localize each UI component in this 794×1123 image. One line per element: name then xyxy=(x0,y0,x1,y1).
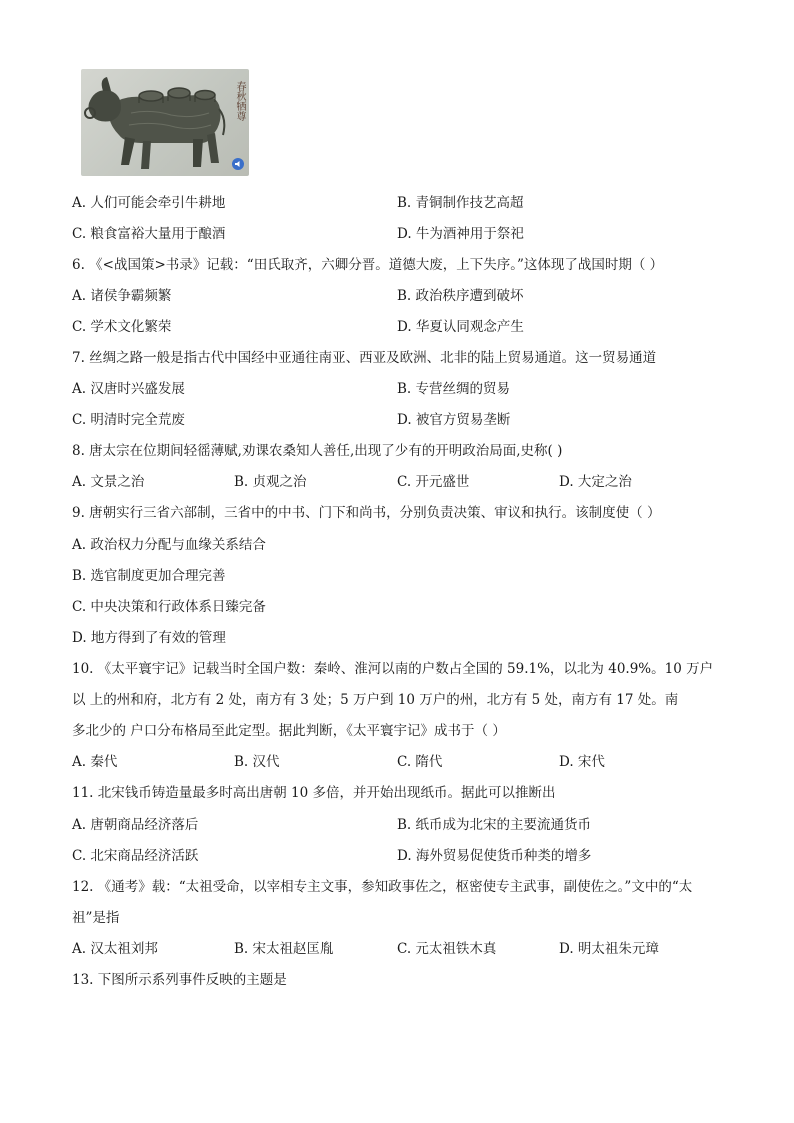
q9-option-b: B. 选官制度更加合理完善 xyxy=(72,568,226,584)
q5-option-a: A. 人们可能会牵引牛耕地 xyxy=(72,195,226,211)
q5-option-b: B. 青铜制作技艺高超 xyxy=(397,195,524,211)
q10-stem-line-1: 10. 《太平寰宇记》记载当时全国户数：秦岭、淮河以南的户数占全国的 59.1%，以北为 40.9%。10 万户 xyxy=(72,661,714,677)
q12-option-b: B. 宋太祖赵匡胤 xyxy=(234,941,334,957)
q8-option-c: C. 开元盛世 xyxy=(397,474,470,490)
q6-stem: 6. 《<战国策>书录》记载：“田氏取齐，六卿分晋。道德大废，上下失序。”这体现了战国时期（ ） xyxy=(72,257,664,273)
speaker-icon xyxy=(232,158,244,170)
q9-option-a: A. 政治权力分配与血缘关系结合 xyxy=(72,537,266,553)
q13-stem: 13. 下图所示系列事件反映的主题是 xyxy=(72,972,287,988)
q7-stem: 7. 丝绸之路一般是指古代中国经中亚通往南亚、西亚及欧洲、北非的陆上贸易通道。这一贸易通道 xyxy=(72,350,657,366)
q10-stem-line-3: 多北少的 户口分布格局至此定型。据此判断，《太平寰宇记》成书于（ ） xyxy=(72,723,506,739)
q7-option-c: C. 明清时完全荒废 xyxy=(72,412,185,428)
q8-option-a: A. 文景之治 xyxy=(72,474,145,490)
q10-option-d: D. 宋代 xyxy=(559,754,605,770)
q6-option-a: A. 诸侯争霸频繁 xyxy=(72,288,172,304)
bronze-ox-vessel-image xyxy=(81,69,249,176)
q10-option-c: C. 隋代 xyxy=(397,754,443,770)
q8-option-d: D. 大定之治 xyxy=(559,474,632,490)
q9-stem: 9. 唐朝实行三省六部制，三省中的中书、门下和尚书，分别负责决策、审议和执行。该制度使（ ） xyxy=(72,505,661,521)
q12-option-a: A. 汉太祖刘邦 xyxy=(72,941,158,957)
q12-stem-line-2: 祖”是指 xyxy=(72,910,120,926)
q12-stem-line-1: 12. 《通考》载：“太祖受命，以宰相专主文事，参知政事佐之，枢密使专主武事，副使佐之。”文中的“太 xyxy=(72,879,693,895)
q11-option-c: C. 北宋商品经济活跃 xyxy=(72,848,199,864)
q10-option-a: A. 秦代 xyxy=(72,754,118,770)
q11-option-b: B. 纸币成为北宋的主要流通货币 xyxy=(397,817,592,833)
q7-option-b: B. 专营丝绸的贸易 xyxy=(397,381,511,397)
q7-option-a: A. 汉唐时兴盛发展 xyxy=(72,381,185,397)
q9-option-c: C. 中央决策和行政体系日臻完备 xyxy=(72,599,266,615)
q8-option-b: B. 贞观之治 xyxy=(234,474,307,490)
q8-stem: 8. 唐太宗在位期间轻徭薄赋,劝课农桑知人善任,出现了少有的开明政治局面,史称( ) xyxy=(72,443,563,459)
q11-stem: 11. 北宋钱币铸造量最多时高出唐朝 10 多倍，并开始出现纸币。据此可以推断出 xyxy=(72,785,556,801)
q11-option-a: A. 唐朝商品经济落后 xyxy=(72,817,199,833)
q6-option-b: B. 政治秩序遭到破坏 xyxy=(397,288,524,304)
q10-option-b: B. 汉代 xyxy=(234,754,280,770)
q9-option-d: D. 地方得到了有效的管理 xyxy=(72,630,226,646)
bronze-ox-vessel-drawing xyxy=(81,69,249,176)
q12-option-c: C. 元太祖铁木真 xyxy=(397,941,497,957)
q5-option-d: D. 牛为酒神用于祭祀 xyxy=(397,226,524,242)
q6-option-c: C. 学术文化繁荣 xyxy=(72,319,172,335)
q6-option-d: D. 华夏认同观念产生 xyxy=(397,319,524,335)
q5-option-c: C. 粮食富裕大量用于酿酒 xyxy=(72,226,226,242)
q11-option-d: D. 海外贸易促使货币种类的增多 xyxy=(397,848,592,864)
q7-option-d: D. 被官方贸易垄断 xyxy=(397,412,511,428)
q10-stem-line-2: 以 上的州和府，北方有 2 处，南方有 3 处；5 万户到 10 万户的州，北方有 5 处，南方有 17 处。南 xyxy=(72,692,679,708)
q12-option-d: D. 明太祖朱元璋 xyxy=(559,941,659,957)
image-caption: 春秋牺尊 xyxy=(234,81,245,121)
